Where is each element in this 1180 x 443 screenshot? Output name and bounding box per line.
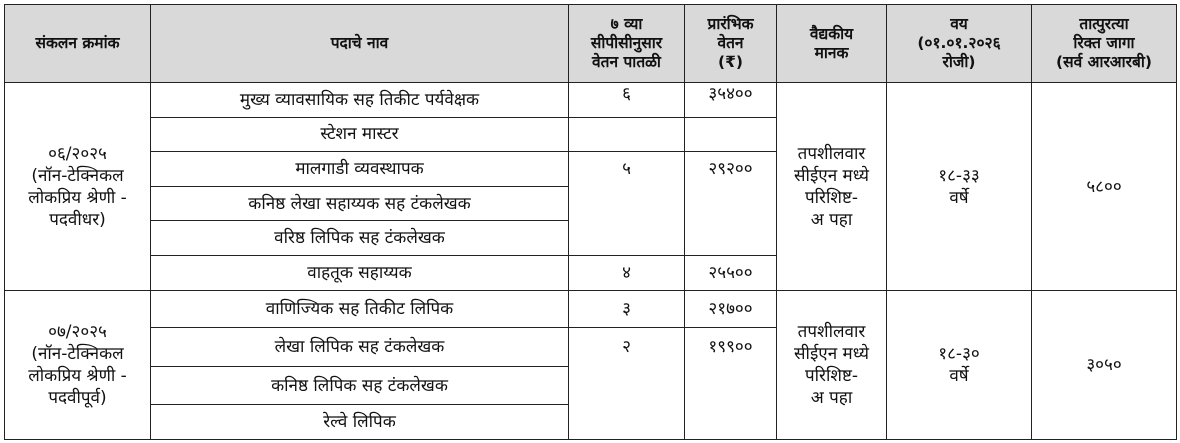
- pay-level-cell: ५: [569, 152, 685, 256]
- age-limit-cell: १८-३० वर्षे: [887, 291, 1032, 440]
- salary-cell: २५५००: [685, 255, 777, 291]
- post-name-cell: मालगाडी व्यवस्थापक: [151, 152, 569, 187]
- salary-cell: २१७००: [685, 291, 777, 328]
- salary-cell-empty: [685, 117, 777, 152]
- cen-number-cell: ०७/२०२५ (नॉन-टेक्निकल लोकप्रिय श्रेणी - पदवीपूर्व): [5, 291, 151, 440]
- post-name-cell: लेखा लिपिक सह टंकलेखक: [151, 328, 569, 367]
- recruitment-table: [4, 4, 1177, 440]
- vacancies-cell: ५८००: [1032, 83, 1177, 291]
- medical-standard-cell: तपशीलवार सीईएन मध्ये परिशिष्ट- अ पहा: [777, 83, 887, 291]
- table-row: [5, 291, 1177, 328]
- header-initial-salary: प्रारंभिक वेतन (₹): [685, 5, 777, 83]
- post-name-cell: वरिष्ठ लिपिक सह टंकलेखक: [151, 221, 569, 256]
- post-name-cell: रेल्वे लिपिक: [151, 405, 569, 440]
- header-age: वय (०१.०१.२०२६ रोजी): [887, 5, 1032, 83]
- table-row: [5, 83, 1177, 118]
- salary-cell: २९२००: [685, 152, 777, 256]
- pay-level-cell: ३: [569, 291, 685, 328]
- cen-number-cell: ०६/२०२५ (नॉन-टेक्निकल लोकप्रिय श्रेणी - पदवीधर): [5, 83, 151, 291]
- header-vacancies: तात्पुरत्या रिक्त जागा (सर्व आरआरबी): [1032, 5, 1177, 83]
- post-name-cell: मुख्य व्यावसायिक सह तिकीट पर्यवेक्षक: [151, 83, 569, 118]
- pay-level-cell: ४: [569, 255, 685, 291]
- post-name-cell: कनिष्ठ लेखा सहाय्यक सह टंकलेखक: [151, 186, 569, 221]
- header-medical-standard: वैद्यकीय मानक: [777, 5, 887, 83]
- medical-standard-cell: तपशीलवार सीईएन मध्ये परिशिष्ट- अ पहा: [777, 291, 887, 440]
- header-pay-level: ७ व्या सीपीसीनुसार वेतन पातळी: [569, 5, 685, 83]
- post-name-cell: वाहतूक सहाय्यक: [151, 255, 569, 291]
- pay-level-cell: ६: [569, 83, 685, 118]
- salary-cell: १९९००: [685, 328, 777, 440]
- pay-level-cell: २: [569, 328, 685, 440]
- header-cen-number: संकलन क्रमांक: [5, 5, 151, 83]
- post-name-cell: वाणिज्यिक सह तिकीट लिपिक: [151, 291, 569, 328]
- header-post-name: पदाचे नाव: [151, 5, 569, 83]
- header-row: [5, 5, 1177, 83]
- vacancies-cell: ३०५०: [1032, 291, 1177, 440]
- age-limit-cell: १८-३३ वर्षे: [887, 83, 1032, 291]
- salary-cell: ३५४००: [685, 83, 777, 118]
- pay-level-cell-empty: [569, 117, 685, 152]
- post-name-cell: कनिष्ठ लिपिक सह टंकलेखक: [151, 366, 569, 405]
- post-name-cell: स्टेशन मास्टर: [151, 117, 569, 152]
